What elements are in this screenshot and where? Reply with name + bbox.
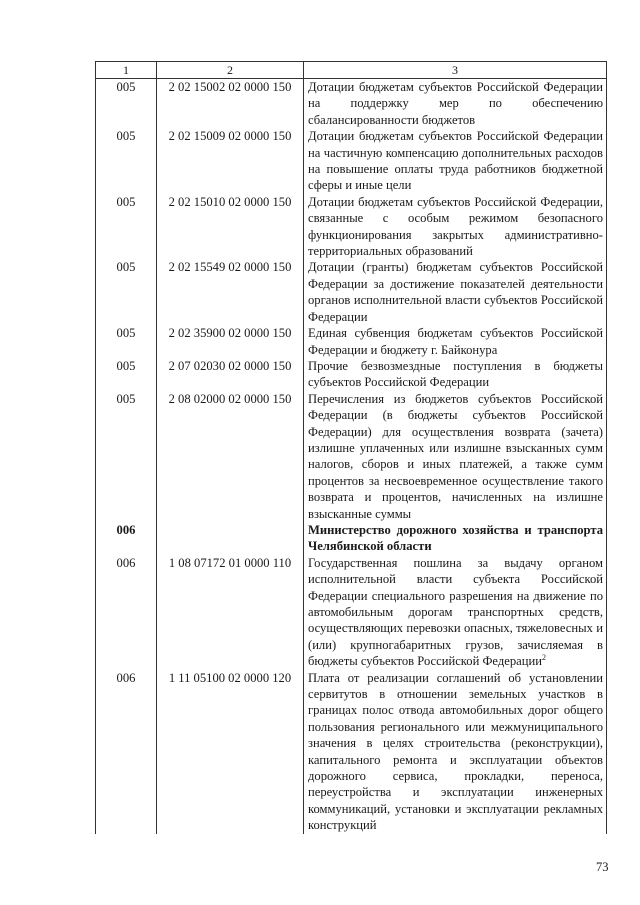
revenue-codes-table [95,61,607,834]
header-col-1: 1 [96,62,157,79]
table-row [96,522,607,555]
admin-code-cell: 005 [96,259,157,325]
revenue-code-cell: 2 02 15010 02 0000 150 [157,194,304,260]
description-text: Единая субвенция бюджетам субъектов Российской Федерации и бюджету г. Байконура [308,326,603,357]
admin-code-cell: 006 [96,522,157,555]
revenue-code-cell [157,522,304,555]
description-text: Прочие безвозмездные поступления в бюджеты субъектов Российской Федерации [308,358,603,390]
description-cell [304,391,607,522]
header-col-2: 2 [157,62,304,79]
revenue-code-cell: 2 02 15549 02 0000 150 [157,259,304,325]
admin-code-cell: 006 [96,555,157,670]
header-col-3: 3 [304,62,607,79]
table-row [96,391,607,522]
description-text: Плата от реализации соглашений об установлении сервитутов в отношении земельных участков в границах полос отвода автомобильных дорог общего пользования регионального или межмуниципального значения в целях строительства (реконструкции), капитального ремонта и эксплуатации объектов дорожного сервиса, прокладки, переноса, переустройства и эксплуатации инженерных коммуникаций, установки и эксплуатации рекламных конструкций [308,670,603,833]
description-text: Дотации бюджетам субъектов Российской Федерации на частичную компенсацию дополнительных расходов на повышение оплаты труда работников бюджетной сферы и иные цели [308,129,603,193]
admin-code-cell: 005 [96,391,157,522]
revenue-code-cell: 1 11 05100 02 0000 120 [157,670,304,834]
table-row [96,358,607,391]
description-cell [304,194,607,260]
description-cell [304,79,607,129]
description-text: Министерство дорожного хозяйства и транспорта Челябинской области [308,522,603,554]
admin-code-cell: 005 [96,358,157,391]
revenue-code-cell: 2 02 35900 02 0000 150 [157,325,304,358]
description-cell [304,670,607,834]
table-row [96,555,607,670]
table-row [96,128,607,194]
description-cell [304,259,607,325]
revenue-code-cell: 2 08 02000 02 0000 150 [157,391,304,522]
admin-code-cell: 005 [96,194,157,260]
description-text: Перечисления из бюджетов субъектов Российской Федерации (в бюджеты субъектов Российской Федерации) для осуществления возврата (зачета) излишне уплаченных или излишне взысканных сумм налогов, сборов и иных платежей, а также сумм процентов за несвоевременное осуществление такого возврата и процентов, начисленных на излишне взысканные суммы [308,391,603,521]
table-row [96,79,607,129]
revenue-code-cell: 2 07 02030 02 0000 150 [157,358,304,391]
admin-code-cell: 005 [96,79,157,129]
description-text: Дотации бюджетам субъектов Российской Федерации на поддержку мер по обеспечению сбалансированности бюджетов [308,80,603,127]
revenue-code-cell: 2 02 15002 02 0000 150 [157,79,304,129]
description-text: Государственная пошлина за выдачу органом исполнительной власти субъекта Российской Федерации специального разрешения на движение по автомобильным дорогам транспортных средств, осуществляющих перевозки опасных, тяжеловесных и (или) крупногабаритных грузов, зачисляемая в бюджеты субъектов Российской Федерации [308,555,603,669]
table-row [96,194,607,260]
table-row [96,259,607,325]
revenue-code-cell: 1 08 07172 01 0000 110 [157,555,304,670]
table-row [96,670,607,834]
description-text: Дотации (гранты) бюджетам субъектов Российской Федерации за достижение показателей деятельности органов исполнительной власти субъектов Российской Федерации [308,260,603,324]
description-text: Дотации бюджетам субъектов Российской Федерации, связанные с особым режимом безопасного функционирования закрытых административно-территориальных образований [308,194,603,259]
admin-code-cell: 005 [96,325,157,358]
revenue-code-cell: 2 02 15009 02 0000 150 [157,128,304,194]
table-row [96,325,607,358]
footnote-marker: 2 [541,653,546,663]
table-header-row [96,62,607,79]
description-cell [304,358,607,391]
page-number: 73 [596,860,609,874]
description-cell [304,522,607,555]
admin-code-cell: 005 [96,128,157,194]
description-cell [304,325,607,358]
admin-code-cell: 006 [96,670,157,834]
description-cell [304,128,607,194]
description-cell [304,555,607,670]
